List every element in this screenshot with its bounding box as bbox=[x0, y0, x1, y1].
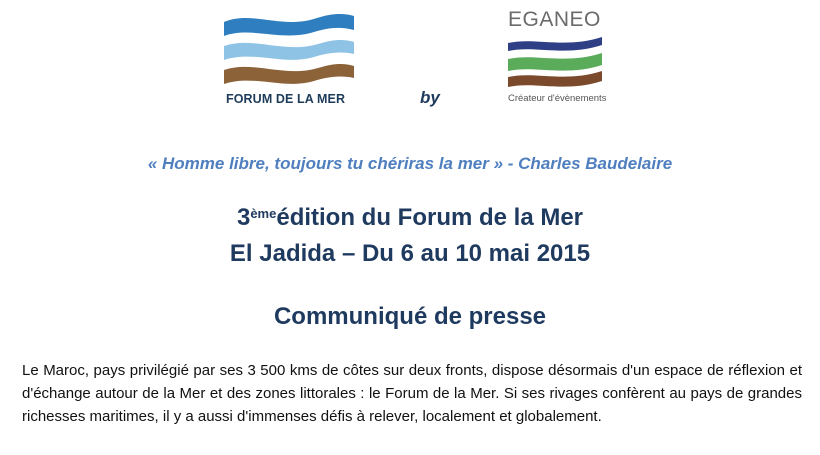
eganeo-wave-blue bbox=[508, 37, 602, 51]
subtitle: Communiqué de presse bbox=[273, 303, 547, 330]
by-label: by bbox=[420, 88, 440, 107]
eganeo-logo-waves bbox=[505, 35, 605, 90]
eganeo-wave-brown bbox=[508, 71, 602, 87]
eganeo-wave-green bbox=[508, 53, 602, 71]
body-paragraph: Le Maroc, pays privilégié par ses 3 500 kms de côtes sur deux fronts, dispose désormais d'un espace de réflexion et d'échange autour de la Mer et des zones littorales : le Forum de la Mer. Si ses rivages confèrent au pays de grandes richesses maritimes, il y a aussi d'immenses défis à relever, localement et globalement. bbox=[22, 362, 802, 425]
page-title bbox=[0, 200, 820, 272]
wave-blue bbox=[224, 14, 354, 36]
title-line2: El Jadida – Du 6 au 10 mai 2015 bbox=[229, 240, 591, 267]
eganeo-tagline: Créateur d'évènements bbox=[508, 93, 607, 104]
eganeo-name: EGANEO bbox=[508, 8, 601, 31]
title-edition-number: 3 bbox=[236, 204, 251, 231]
quote: « Homme libre, toujours tu chériras la mer » - Charles Baudelaire bbox=[147, 154, 673, 173]
title-superscript: ème bbox=[250, 206, 277, 221]
forum-logo-text: FORUM DE LA MER bbox=[226, 92, 346, 106]
title-line1-rest: édition du Forum de la Mer bbox=[276, 204, 584, 231]
wave-brown bbox=[224, 64, 354, 84]
wave-light-blue bbox=[224, 40, 354, 60]
